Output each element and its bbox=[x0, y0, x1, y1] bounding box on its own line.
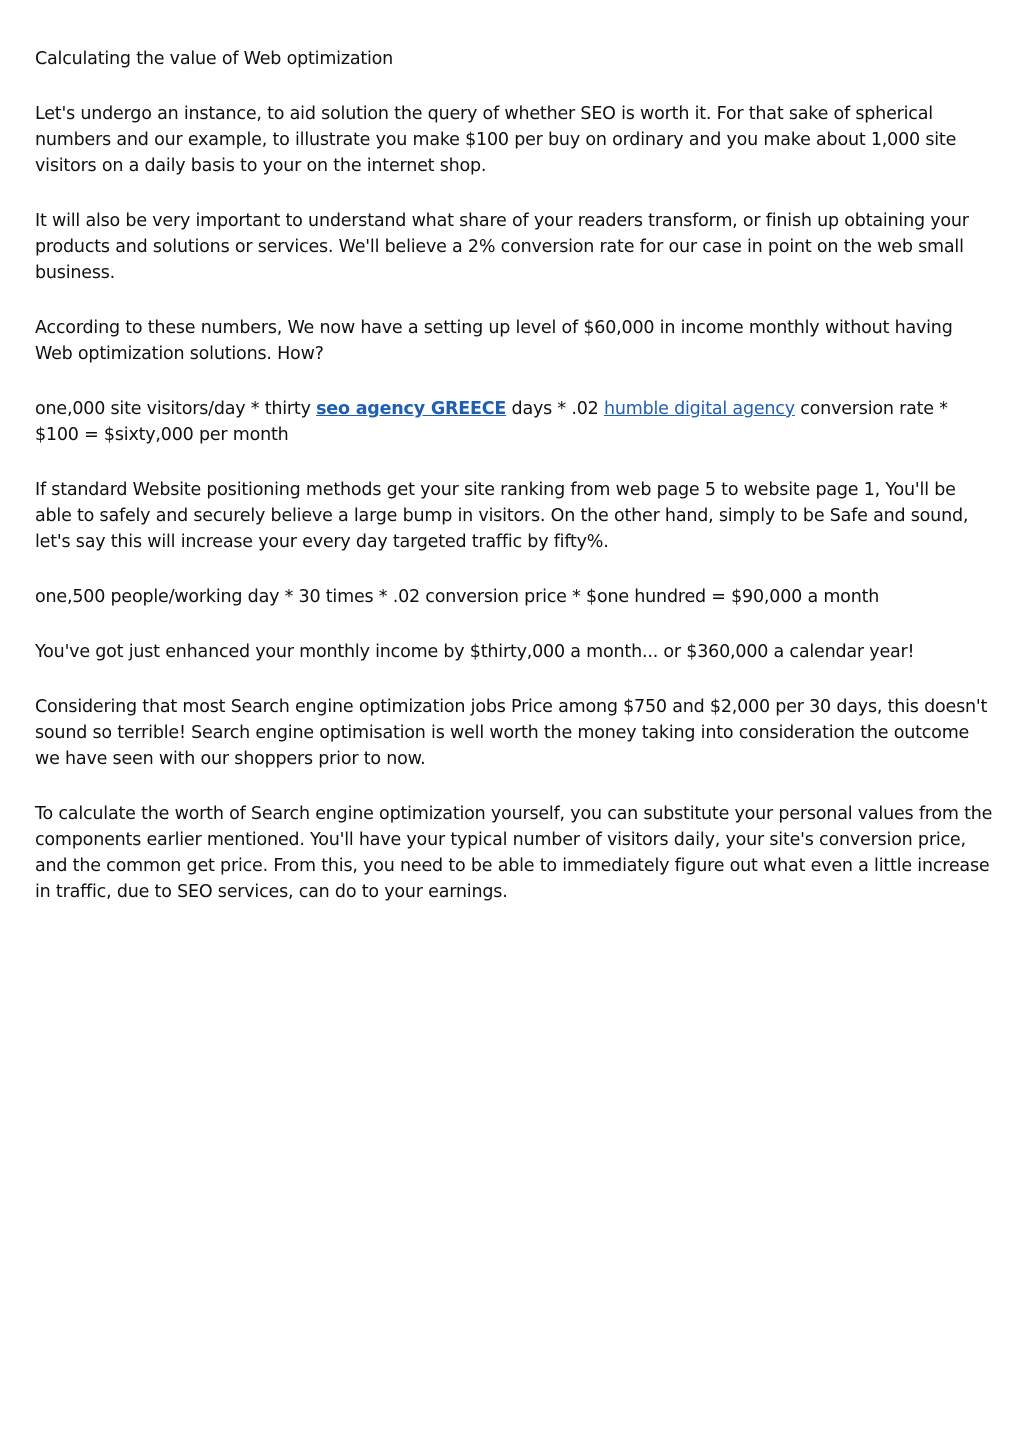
humble-digital-agency-link[interactable]: humble digital agency bbox=[603, 399, 795, 419]
document-title: Calculating the value of Web optimization bbox=[35, 49, 394, 69]
paragraph-traffic-increase: If standard Website positioning methods get your site ranking from web page 5 to website page 1, You'll be able to safely and securely believe a large bump in visitors. On the other hand, simply to be Safe and sound, let's say this will increase your every day targeted traffic by fifty%. bbox=[35, 480, 969, 552]
paragraph-calculation-2: one,500 people/working day * 30 times * .02 conversion price * $one hundred = $90,000 a month bbox=[35, 587, 880, 607]
paragraph-calculate-yourself: To calculate the worth of Search engine optimization yourself, you can substitute your personal values from the components earlier mentioned. You'll have your typical number of visitors daily, your site's conversion price, and the common get price. From this, you need to be able to immediately figure out what even a little increase in traffic, due to SEO services, can do to your earnings. bbox=[35, 804, 993, 902]
paragraph-conversion-rate: It will also be very important to understand what share of your readers transform, or finish up obtaining your products and solutions or services. We'll believe a 2% conversion rate for our case in point on the web small business. bbox=[35, 211, 969, 283]
calculation-text-part1: one,000 site visitors/day * thirty bbox=[35, 399, 317, 419]
paragraph-starting-income: According to these numbers, We now have a setting up level of $60,000 in income monthly without having Web optimization solutions. How? bbox=[35, 318, 953, 364]
calculation-text-part2: days * .02 bbox=[506, 399, 604, 419]
paragraph-example-intro: Let's undergo an instance, to aid solution the query of whether SEO is worth it. For that sake of spherical numbers and our example, to illustrate you make $100 per buy on ordinary and you make about 1,000 site visitors on a daily basis to your on the internet shop. bbox=[35, 104, 957, 176]
paragraph-calculation-1 bbox=[35, 396, 995, 448]
seo-agency-greece-link[interactable]: seo agency GREECE bbox=[316, 399, 507, 419]
calculation-text-part3: conversion rate * $100 = $sixty,000 per month bbox=[35, 399, 948, 445]
paragraph-seo-cost: Considering that most Search engine optimization jobs Price among $750 and $2,000 per 30 days, this doesn't sound so terrible! Search engine optimisation is well worth the money taking into consideration the outcome we have seen with our shoppers prior to now. bbox=[35, 697, 988, 769]
document-body bbox=[35, 46, 995, 934]
paragraph-income-increase: You've got just enhanced your monthly income by $thirty,000 a month... or $360,000 a calendar year! bbox=[35, 642, 915, 662]
